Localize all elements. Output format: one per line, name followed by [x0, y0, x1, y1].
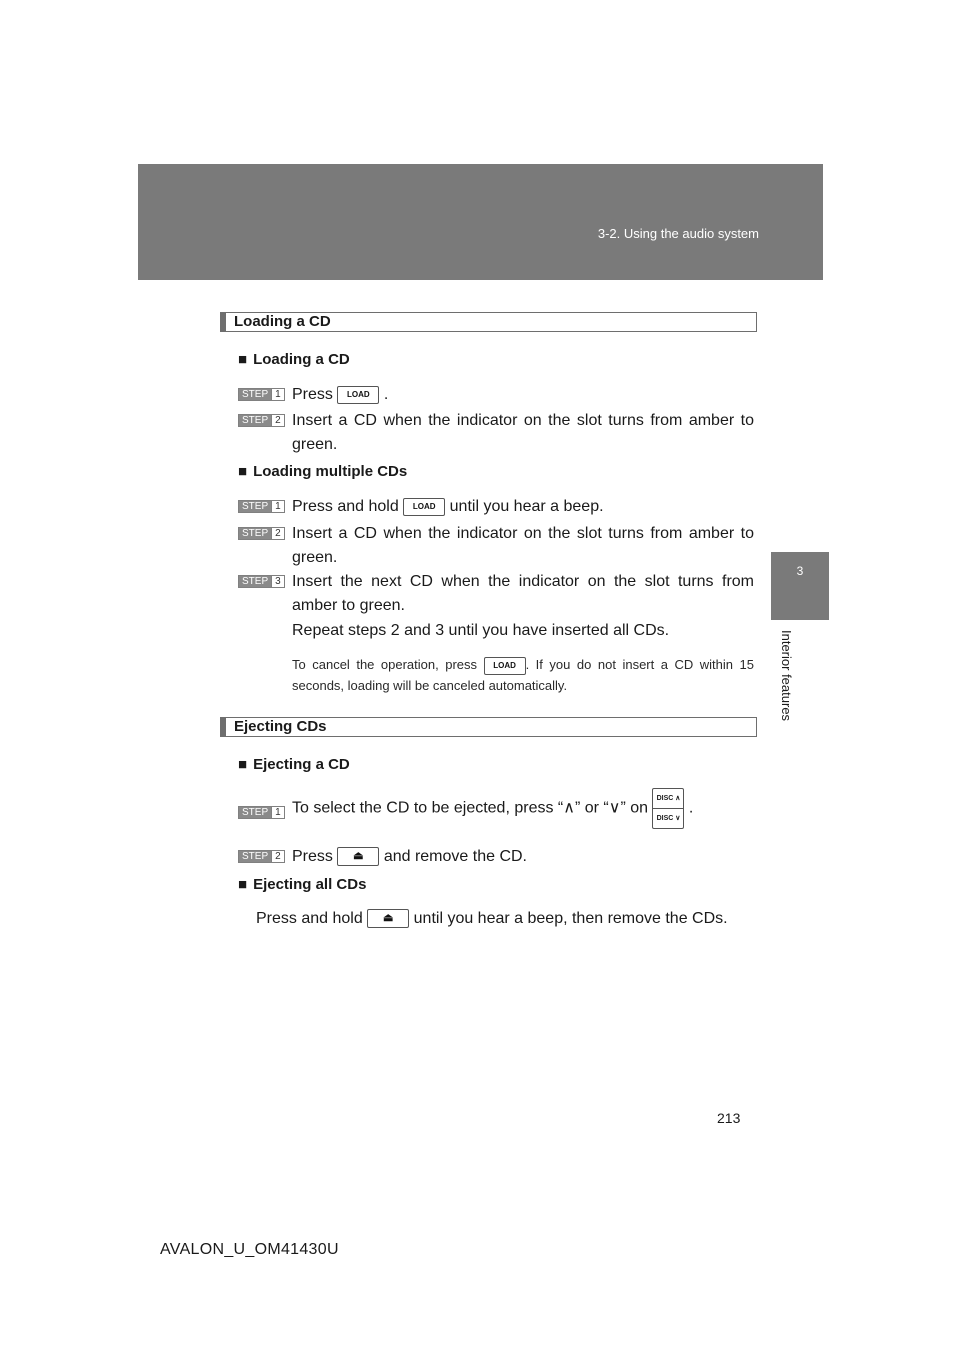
- page-number: 213: [717, 1110, 741, 1126]
- section-loading-title: Loading a CD: [220, 312, 757, 332]
- bullet-square: ■: [238, 351, 248, 368]
- step-badge: STEP 1: [238, 806, 285, 819]
- chapter-tab: [771, 552, 829, 620]
- load-multiple-step3: Insert the next CD when the indicator on the slot turns from amber to green.: [292, 573, 754, 614]
- chapter-number: 3: [796, 564, 804, 578]
- subheading-loading-single: ■ Loading a CD: [238, 351, 350, 368]
- load-repeat-text: Repeat steps 2 and 3 until you have inserted all CDs.: [292, 622, 670, 639]
- subheading-ejecting-all: ■ Ejecting all CDs: [238, 876, 367, 893]
- load-single-step1: Press LOAD .: [292, 386, 389, 403]
- load-button-icon: LOAD: [403, 498, 445, 516]
- bullet-square: ■: [238, 463, 248, 480]
- load-multiple-step2: Insert a CD when the indicator on the slot turns from amber to green.: [292, 525, 754, 566]
- step-badge: STEP 3: [238, 575, 285, 588]
- step-badge: STEP 1: [238, 388, 285, 401]
- chapter-label: Interior features: [779, 630, 794, 722]
- load-single-step2: Insert a CD when the indicator on the slot turns from amber to green.: [292, 412, 754, 453]
- bullet-square: ■: [238, 756, 248, 773]
- subheading-ejecting-single: ■ Ejecting a CD: [238, 756, 350, 773]
- step-badge: STEP 2: [238, 527, 285, 540]
- eject-button-icon: ⏏: [367, 909, 409, 928]
- step-badge: STEP 2: [238, 850, 285, 863]
- bullet-square: ■: [238, 876, 248, 893]
- step-badge: STEP 1: [238, 500, 285, 513]
- document-code: AVALON_U_OM41430U: [160, 1241, 339, 1258]
- load-button-icon: LOAD: [337, 386, 379, 404]
- load-button-icon: LOAD: [484, 657, 526, 675]
- load-cancel-note: To cancel the operation, press LOAD . If you do not insert a CD within 15 seconds, loading will be canceled automatically.: [292, 657, 754, 693]
- disc-button-icon: DISC ∧ DISC ∨: [652, 788, 684, 829]
- eject-single-step2: Press ⏏ and remove the CD.: [292, 848, 527, 865]
- subheading-loading-multiple: ■ Loading multiple CDs: [238, 463, 408, 480]
- eject-button-icon: ⏏: [337, 847, 379, 866]
- header-band: [138, 164, 823, 280]
- load-multiple-step1: Press and hold LOAD until you hear a beep.: [292, 498, 604, 515]
- step-badge: STEP 2: [238, 414, 285, 427]
- section-title: 3-2. Using the audio system: [597, 226, 759, 241]
- eject-all-text: Press and hold ⏏ until you hear a beep, then remove the CDs.: [256, 910, 728, 927]
- section-ejecting-title: Ejecting CDs: [220, 717, 757, 737]
- eject-single-step1: To select the CD to be ejected, press “∧” or “∨” on DISC ∧ DISC ∨ .: [292, 788, 754, 829]
